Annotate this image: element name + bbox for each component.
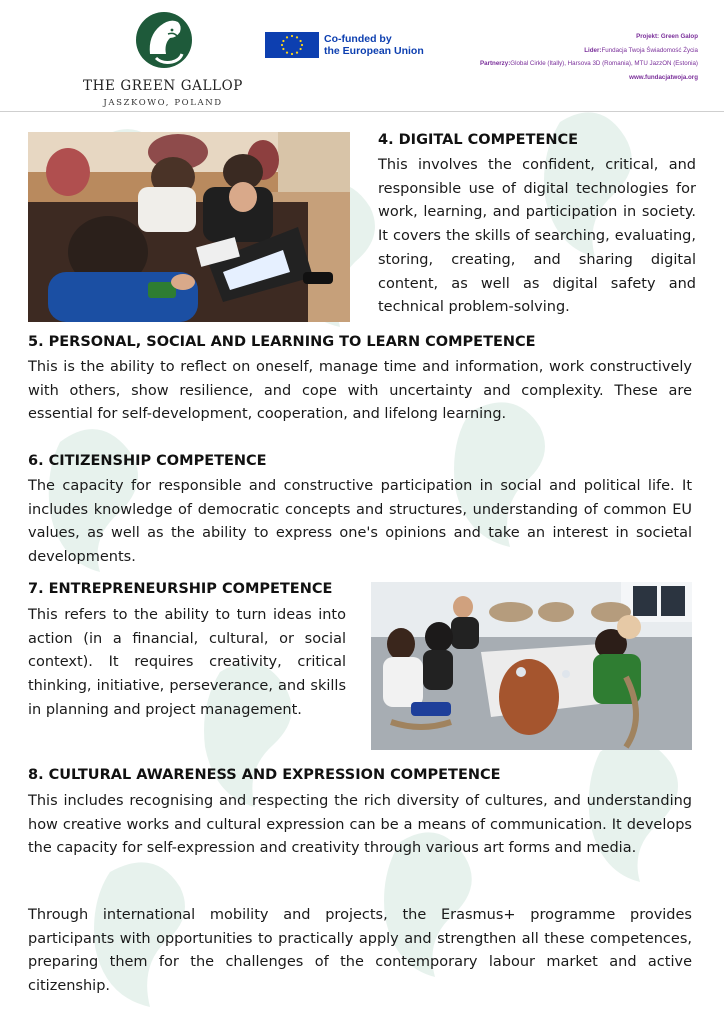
eu-cofunded-label: [324, 33, 424, 57]
partner-info: [438, 30, 698, 84]
leader-line: [438, 44, 698, 58]
project-line: [438, 30, 698, 44]
section-5-text: This is the ability to reflect on oneself, manage time and information, work constructively with others, show resilience, and cope with uncertainty and complexity. These are essential for self-development, cooperation, and lifelong learning.: [28, 359, 692, 423]
section-5-heading: 5. PERSONAL, SOCIAL AND LEARNING TO LEARN COMPETENCE: [28, 334, 536, 350]
partners-label: Partnerzy:: [480, 60, 511, 67]
section-4-text: This involves the confident, critical, and responsible use of digital technologies for work, learning, and participation in society. It covers the skills of searching, evaluating, storing, creating, and sharing digital content, as well as digital safety and technical problem-solving.: [378, 157, 696, 316]
section-6-text: The capacity for responsible and constructive participation in social and political life. It includes knowledge of democratic concepts and structures, understanding of common EU values, as well as the ability to express one's opinions and take an interest in societal developments.: [28, 478, 692, 566]
section-7-heading: 7. ENTREPRENEURSHIP COMPETENCE: [28, 581, 333, 597]
page-content: [0, 112, 724, 1024]
website-line: [438, 71, 698, 85]
section-4-heading: 4. DIGITAL COMPETENCE: [378, 132, 579, 148]
eu-text-line2: the European Union: [324, 45, 424, 57]
closing-paragraph: Through international mobility and projects, the Erasmus+ programme provides participants with opportunities to practically apply and strengthen all these competences, preparing them for the challenges of the contemporary labour market and active citizenship.: [28, 907, 692, 995]
leader-value: Fundacja Twoja Świadomość Życia: [601, 46, 698, 54]
students-laptops-photo: [28, 132, 350, 322]
section-6-heading: 6. CITIZENSHIP COMPETENCE: [28, 453, 267, 469]
logo-subtitle: JASZKOWO, POLAND: [103, 98, 223, 108]
section-8-text: This includes recognising and respecting the rich diversity of cultures, and understanding how creative works and cultural expression can be a means of communication. It develops the capacity for self-expression and creativity through various art forms and media.: [28, 793, 692, 857]
section-7-text: This refers to the ability to turn ideas into action (in a financial, cultural, or social context). It requires creativity, critical thinking, initiative, perseverance, and skills in planning and project management.: [28, 607, 346, 718]
green-gallop-logo: [78, 8, 248, 108]
eu-flag-icon: [265, 32, 319, 58]
logo-title: THE GREEN GALLOP: [83, 78, 243, 94]
page-header: [0, 0, 724, 112]
section-8-heading: 8. CULTURAL AWARENESS AND EXPRESSION COMPETENCE: [28, 767, 501, 783]
project-label: Projekt:: [636, 33, 660, 40]
horse-head-logo-icon: [134, 10, 194, 70]
partners-value: Global Cirkle (Itally), Harsova 3D (Romania), MTU JazzON (Estonia): [510, 60, 698, 67]
group-table-photo: [371, 582, 692, 750]
website-link[interactable]: www.fundacjatwoja.org: [629, 73, 698, 81]
partners-line: [438, 57, 698, 71]
leader-label: Lider:: [584, 46, 602, 54]
project-value: Green Galop: [660, 33, 698, 40]
eu-text-line1: Co-funded by: [324, 33, 392, 45]
